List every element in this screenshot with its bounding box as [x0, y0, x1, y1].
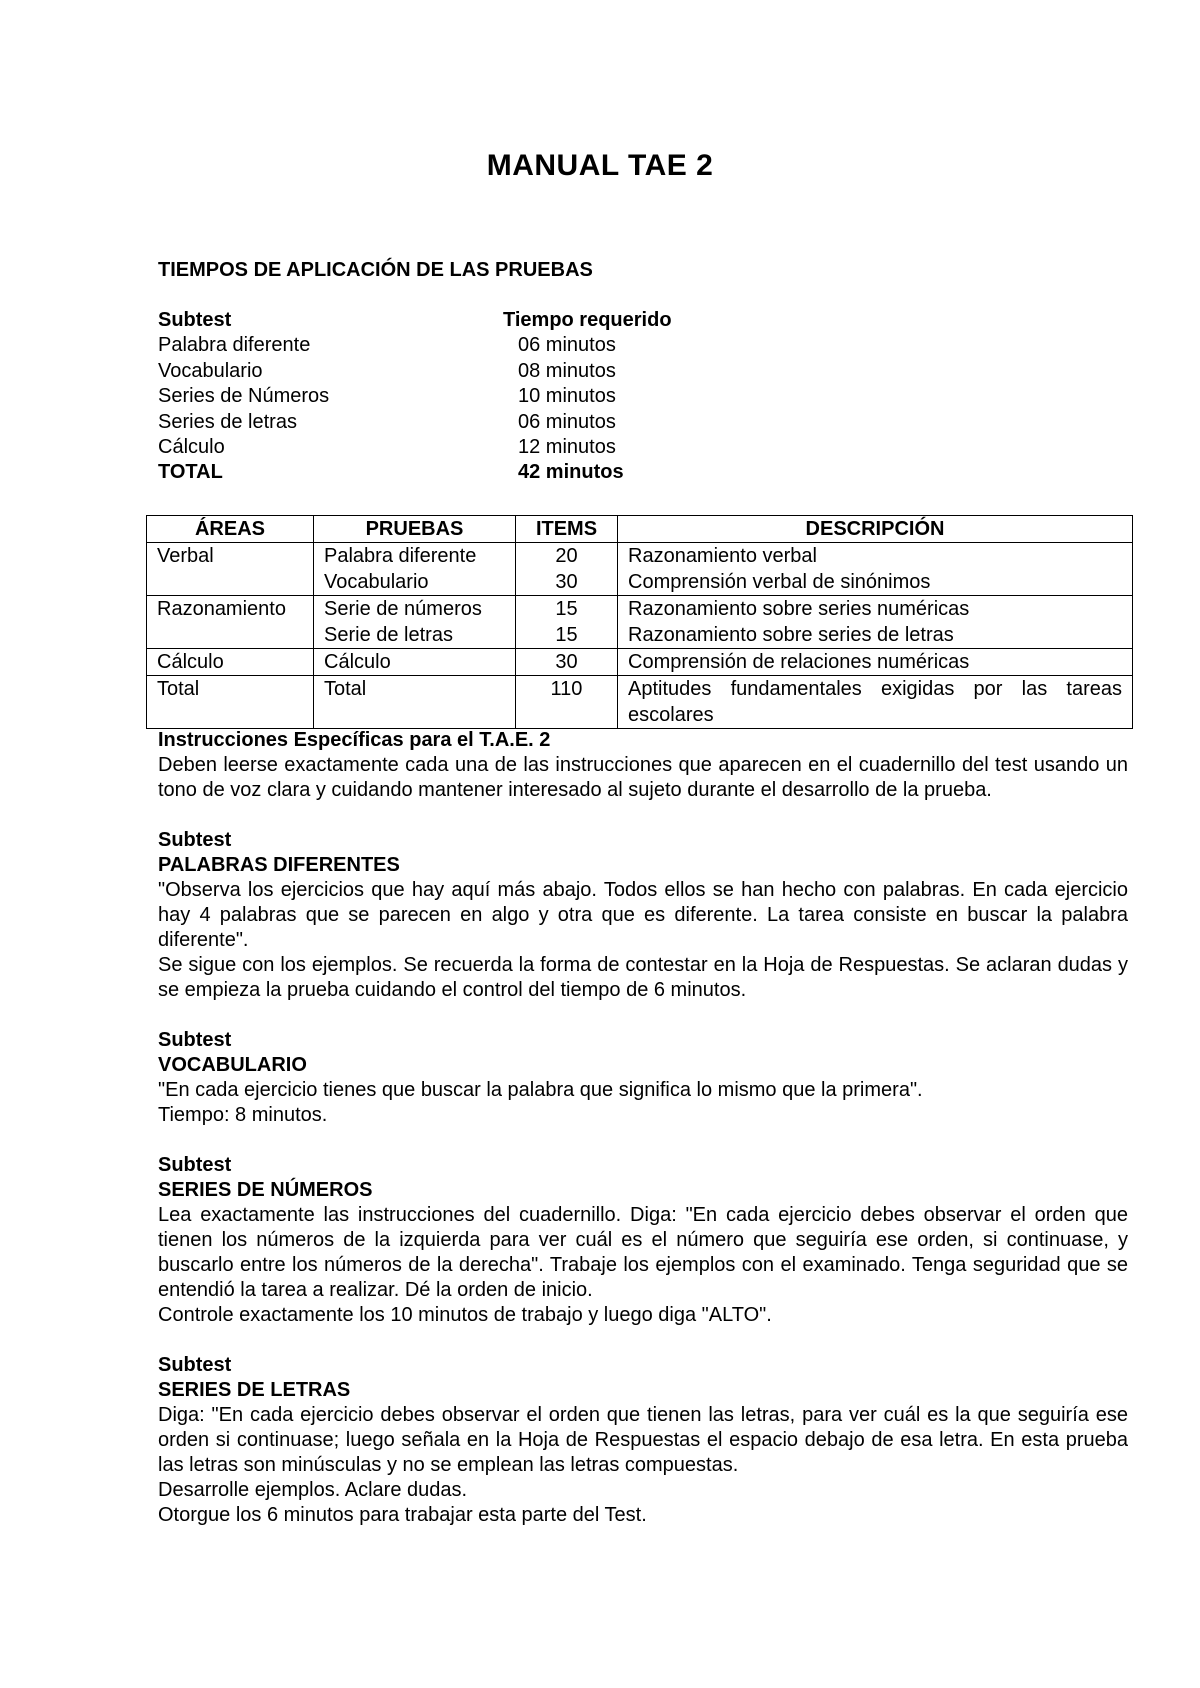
times-heading: TIEMPOS DE APLICACIÓN DE LAS PRUEBAS: [158, 259, 593, 281]
cell-items: 30: [516, 649, 618, 676]
times-row: [158, 359, 1128, 384]
times-value: 12 minutos: [518, 435, 616, 458]
subtest-label: Subtest: [158, 1354, 232, 1376]
cell-desc: Razonamiento verbal: [618, 543, 1133, 570]
document-title: MANUAL TAE 2: [486, 149, 714, 182]
cell-items: 110: [516, 676, 618, 729]
cell-prueba: Cálculo: [314, 649, 516, 676]
cell-desc: Comprensión verbal de sinónimos: [618, 569, 1133, 596]
times-list: [158, 308, 1128, 486]
subtest-label: Subtest: [158, 1029, 232, 1051]
areas-table: [146, 515, 1133, 729]
cell-area: Verbal: [147, 543, 314, 570]
subtest-paragraph: Se sigue con los ejemplos. Se recuerda la forma de contestar en la Hoja de Respuestas. Se aclaran dudas y se empieza la prueba cuidando el control del tiempo de 6 minutos.: [158, 954, 1128, 1001]
col-header-areas: ÁREAS: [147, 516, 314, 543]
cell-prueba: Serie de letras: [314, 622, 516, 649]
times-subtest: Cálculo: [158, 435, 225, 458]
times-total-value: 42 minutos: [518, 461, 624, 484]
spacer: [158, 1328, 1128, 1353]
cell-prueba: Serie de números: [314, 596, 516, 623]
subtest-paragraph: "Observa los ejercicios que hay aquí más abajo. Todos ellos se han hecho con palabras. En cada ejercicio hay 4 palabras que se parecen en algo y otra que es diferente. La tarea consiste en buscar la palabra diferente".: [158, 879, 1128, 951]
times-header-row: [158, 308, 1128, 333]
cell-area-empty: [147, 622, 314, 649]
times-section: [158, 258, 1128, 486]
times-col-subtest: Subtest: [158, 309, 232, 331]
times-value: 10 minutos: [518, 385, 616, 408]
instructions-paragraph: Deben leerse exactamente cada una de las instrucciones que aparecen en el cuadernillo del test usando un tono de voz clara y cuidando mantener interesado al sujeto durante el desarrollo de la prueba.: [158, 754, 1128, 801]
times-row: [158, 435, 1128, 460]
times-total-label: TOTAL: [158, 461, 223, 484]
cell-items: 20: [516, 543, 618, 570]
cell-area: Cálculo: [147, 649, 314, 676]
times-value: 08 minutos: [518, 359, 616, 382]
col-header-items: ITEMS: [516, 516, 618, 543]
cell-prueba: Total: [314, 676, 516, 729]
instructions-heading: Instrucciones Específicas para el T.A.E. 2: [158, 729, 551, 751]
cell-area-empty: [147, 569, 314, 596]
spacer: [158, 803, 1128, 828]
subtest-name: PALABRAS DIFERENTES: [158, 854, 400, 876]
table-header-row: [147, 516, 1133, 543]
cell-desc: Razonamiento sobre series numéricas: [618, 596, 1133, 623]
cell-desc: Razonamiento sobre series de letras: [618, 622, 1133, 649]
table-row: [147, 622, 1133, 649]
subtest-paragraph: Diga: "En cada ejercicio debes observar el orden que tienen las letras, para ver cuál es la que seguiría ese orden si continuase; luego señala en la Hoja de Respuestas el espacio debajo de esa letra. En esta prueba las letras son minúsculas y no se emplean las letras compuestas.: [158, 1404, 1128, 1476]
table-row: [147, 649, 1133, 676]
subtest-label: Subtest: [158, 829, 232, 851]
cell-prueba: Vocabulario: [314, 569, 516, 596]
col-header-pruebas: PRUEBAS: [314, 516, 516, 543]
times-value: 06 minutos: [518, 334, 616, 357]
times-subtest: Palabra diferente: [158, 334, 311, 357]
table-row: [147, 596, 1133, 623]
cell-prueba: Palabra diferente: [314, 543, 516, 570]
times-value: 06 minutos: [518, 410, 616, 433]
times-row: [158, 410, 1128, 435]
instructions-body: [158, 728, 1128, 1528]
subtest-paragraph: Lea exactamente las instrucciones del cuadernillo. Diga: "En cada ejercicio debes observar el orden que tienen los números de la izquierda para ver cuál es el número que seguiría ese orden, si continuase, y buscarlo entre los números de la derecha". Trabaje los ejemplos con el examinado. Tenga seguridad que se entendió la tarea a realizar. Dé la orden de inicio.: [158, 1204, 1128, 1301]
subtest-paragraph: "En cada ejercicio tienes que buscar la palabra que significa lo mismo que la primera".: [158, 1079, 923, 1101]
times-total-row: [158, 460, 1128, 485]
subtest-paragraph: Tiempo: 8 minutos.: [158, 1104, 328, 1126]
cell-items: 15: [516, 622, 618, 649]
times-subtest: Series de letras: [158, 410, 297, 433]
subtest-label: Subtest: [158, 1154, 232, 1176]
subtest-name: SERIES DE NÚMEROS: [158, 1179, 373, 1201]
subtest-name: SERIES DE LETRAS: [158, 1379, 351, 1401]
table-row: [147, 569, 1133, 596]
table-row: [147, 676, 1133, 729]
times-subtest: Series de Números: [158, 385, 330, 408]
table-row: [147, 543, 1133, 570]
cell-desc: Aptitudes fundamentales exigidas por las tareas escolares: [618, 676, 1133, 729]
times-subtest: Vocabulario: [158, 359, 263, 382]
spacer: [158, 1128, 1128, 1153]
cell-desc: Comprensión de relaciones numéricas: [618, 649, 1133, 676]
col-header-descripcion: DESCRIPCIÓN: [618, 516, 1133, 543]
subtest-paragraph: Desarrolle ejemplos. Aclare dudas.: [158, 1479, 468, 1501]
subtest-name: VOCABULARIO: [158, 1054, 307, 1076]
cell-items: 30: [516, 569, 618, 596]
cell-items: 15: [516, 596, 618, 623]
cell-area: Total: [147, 676, 314, 729]
times-col-time: Tiempo requerido: [503, 309, 672, 331]
times-row: [158, 333, 1128, 358]
subtest-paragraph: Otorgue los 6 minutos para trabajar esta parte del Test.: [158, 1504, 647, 1526]
cell-area: Razonamiento: [147, 596, 314, 623]
subtest-paragraph: Controle exactamente los 10 minutos de trabajo y luego diga "ALTO".: [158, 1304, 772, 1326]
spacer: [158, 1003, 1128, 1028]
times-row: [158, 384, 1128, 409]
